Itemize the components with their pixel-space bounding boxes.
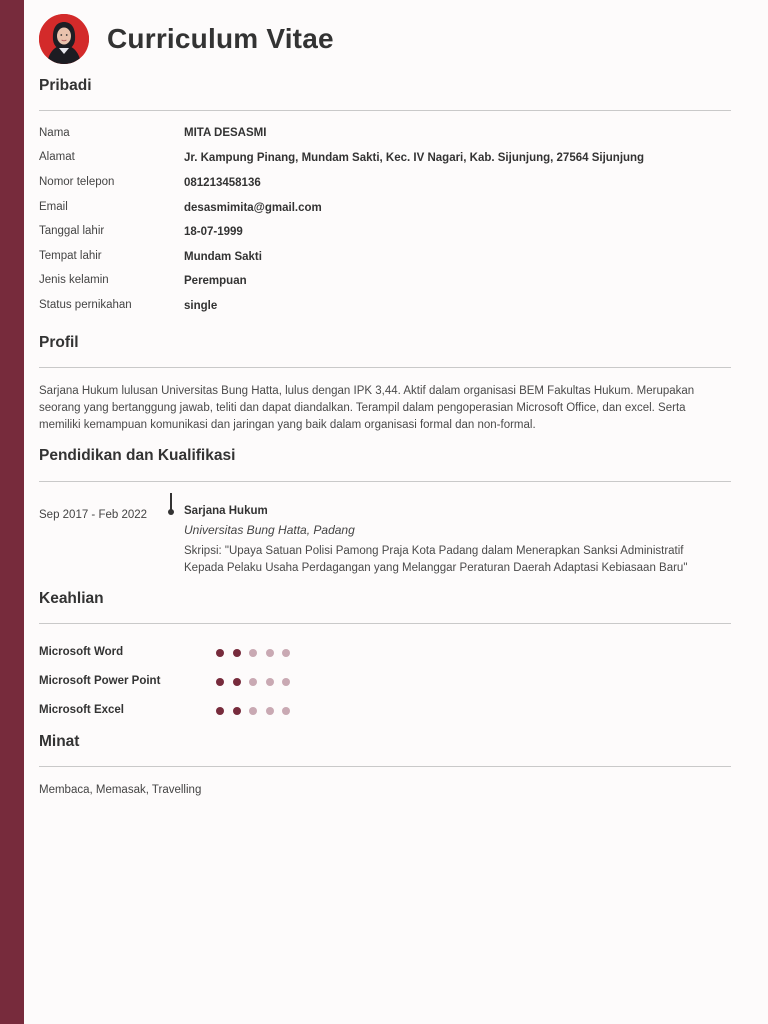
page-title: Curriculum Vitae [107, 23, 334, 54]
rating-dot-empty-icon [266, 649, 274, 657]
rating-dot-empty-icon [282, 707, 290, 715]
rating-dot-filled-icon [233, 678, 241, 686]
skill-row [39, 646, 731, 662]
info-label: Nama [39, 127, 70, 139]
info-value: 18-07-1999 [184, 226, 243, 238]
education-date: Sep 2017 - Feb 2022 [39, 509, 148, 521]
rating-dot-empty-icon [266, 678, 274, 686]
timeline-dot-icon [168, 509, 174, 515]
section-title-education: Pendidikan dan Kualifikasi [39, 447, 236, 464]
info-value: desasmimita@gmail.com [184, 202, 322, 214]
section-title-skills: Keahlian [39, 590, 104, 607]
rating-dot-filled-icon [233, 707, 241, 715]
info-label: Nomor telepon [39, 176, 115, 188]
info-value: Perempuan [184, 275, 247, 287]
section-title-interests: Minat [39, 733, 80, 750]
rating-dot-empty-icon [282, 678, 290, 686]
education-description: Skripsi: "Upaya Satuan Polisi Pamong Praja Kota Padang dalam Menerapkan Sanksi Administratif Kepada Pelaku Usaha Perdagangan yang Melanggar Peraturan Daerah Adaptasi Kebiasaan Baru" [184, 545, 688, 574]
section-divider [39, 623, 731, 624]
info-label: Tempat lahir [39, 250, 102, 262]
section-divider [39, 367, 731, 368]
info-label: Status pernikahan [39, 299, 132, 311]
info-value: Mundam Sakti [184, 251, 262, 263]
header [39, 14, 334, 64]
info-value: single [184, 300, 218, 312]
skill-name: Microsoft Excel [39, 704, 124, 716]
section-divider [39, 481, 731, 482]
interests-text: Membaca, Memasak, Travelling [39, 784, 202, 796]
skill-rating [216, 707, 299, 715]
sidebar-accent-bar [0, 0, 24, 1024]
info-label: Alamat [39, 151, 75, 163]
info-value: 081213458136 [184, 177, 261, 189]
skill-rating [216, 678, 299, 686]
education-degree: Sarjana Hukum [184, 505, 268, 517]
info-label: Jenis kelamin [39, 274, 109, 286]
rating-dot-empty-icon [282, 649, 290, 657]
section-divider [39, 766, 731, 767]
section-title-profile: Profil [39, 334, 79, 351]
rating-dot-empty-icon [266, 707, 274, 715]
education-school: Universitas Bung Hatta, Padang [184, 523, 355, 537]
skill-row [39, 675, 731, 691]
timeline-line [170, 493, 172, 510]
rating-dot-empty-icon [249, 678, 257, 686]
section-divider [39, 110, 731, 111]
rating-dot-filled-icon [216, 649, 224, 657]
profile-photo-icon [39, 14, 89, 64]
info-label: Tanggal lahir [39, 225, 105, 237]
skill-row [39, 704, 731, 720]
rating-dot-empty-icon [249, 707, 257, 715]
rating-dot-filled-icon [233, 649, 241, 657]
info-value: MITA DESASMI [184, 127, 267, 139]
skill-name: Microsoft Word [39, 646, 124, 658]
skill-rating [216, 649, 299, 657]
section-title-personal: Pribadi [39, 77, 92, 94]
profile-summary: Sarjana Hukum lulusan Universitas Bung Hatta, lulus dengan IPK 3,44. Aktif dalam organisasi BEM Fakultas Hukum. Merupakan seorang yang bertanggung jawab, teliti dan dapat diandalkan. Terampil dalam pengoperasian Microsoft Office, dan excel. Serta memiliki kemampuan komunikasi dan jaringan yang baik dalam organisasi formal dan non-formal. [39, 385, 695, 431]
rating-dot-filled-icon [216, 678, 224, 686]
info-value: Jr. Kampung Pinang, Mundam Sakti, Kec. IV Nagari, Kab. Sijunjung, 27564 Sijunjung [184, 152, 645, 164]
skill-name: Microsoft Power Point [39, 675, 161, 687]
avatar [39, 14, 89, 64]
rating-dot-filled-icon [216, 707, 224, 715]
info-label: Email [39, 201, 68, 213]
rating-dot-empty-icon [249, 649, 257, 657]
